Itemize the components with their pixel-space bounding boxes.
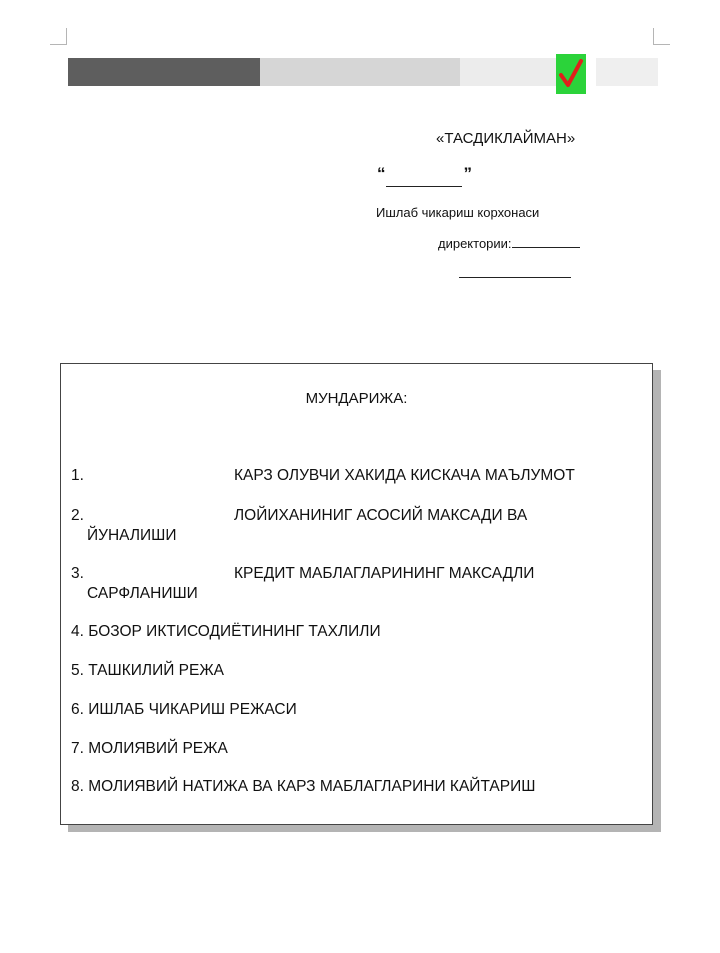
toc-item-1: [71, 466, 575, 486]
toc-item-7: 7. МОЛИЯВИЙ РЕЖА: [71, 740, 228, 757]
toc-title: МУНДАРИЖА:: [305, 390, 408, 407]
toc-item-number: 2.: [71, 507, 84, 524]
header-bar-mid: [260, 58, 460, 86]
director-line: [438, 235, 580, 251]
toc-item-continuation: САРФЛАНИШИ: [87, 585, 198, 602]
page-corner-mark-top-right: [653, 28, 670, 45]
toc-item-number: 1.: [71, 467, 84, 484]
toc-item-6: 6. ИШЛАБ ЧИКАРИШ РЕЖАСИ: [71, 701, 297, 718]
toc-box: [60, 363, 653, 825]
checkmark-icon: [558, 58, 584, 90]
toc-item-3: [71, 564, 535, 604]
toc-item-number: 3.: [71, 565, 84, 582]
header-bar-light-end: [596, 58, 658, 86]
toc-item-text: КАРЗ ОЛУВЧИ ХАКИДА КИСКАЧА МАЪЛУМОТ: [234, 467, 575, 484]
quote-open-mark: “: [377, 164, 386, 183]
date-blank-line: [386, 186, 462, 187]
toc-item-4: 4. БОЗОР ИКТИСОДИЁТИНИНГ ТАХЛИЛИ: [71, 623, 381, 640]
check-box: [556, 54, 586, 94]
date-quote-field: [377, 164, 472, 190]
toc-item-continuation: ЙУНАЛИШИ: [87, 527, 177, 544]
toc-item-5: 5. ТАШКИЛИЙ РЕЖА: [71, 662, 224, 679]
toc-item-text: КРЕДИТ МАБЛАГЛАРИНИНГ МАКСАДЛИ: [234, 565, 535, 582]
approval-heading: «ТАСДИКЛАЙМАН»: [436, 130, 576, 147]
signature-line: [459, 277, 571, 278]
director-blank-line: [512, 235, 580, 248]
quote-close-mark: ”: [463, 164, 472, 183]
toc-item-2: [71, 506, 528, 546]
header-bar-dark: [68, 58, 260, 86]
page-corner-mark-top-left: [50, 28, 67, 45]
toc-item-text: ЛОЙИХАНИНИГ АСОСИЙ МАКСАДИ ВА: [234, 507, 528, 524]
director-label: директории:: [438, 236, 512, 251]
toc-item-8: 8. МОЛИЯВИЙ НАТИЖА ВА КАРЗ МАБЛАГЛАРИНИ КАЙТАРИШ: [71, 778, 536, 795]
company-line: Ишлаб чикариш корхонаси: [376, 205, 540, 220]
header-bar-light: [460, 58, 556, 86]
